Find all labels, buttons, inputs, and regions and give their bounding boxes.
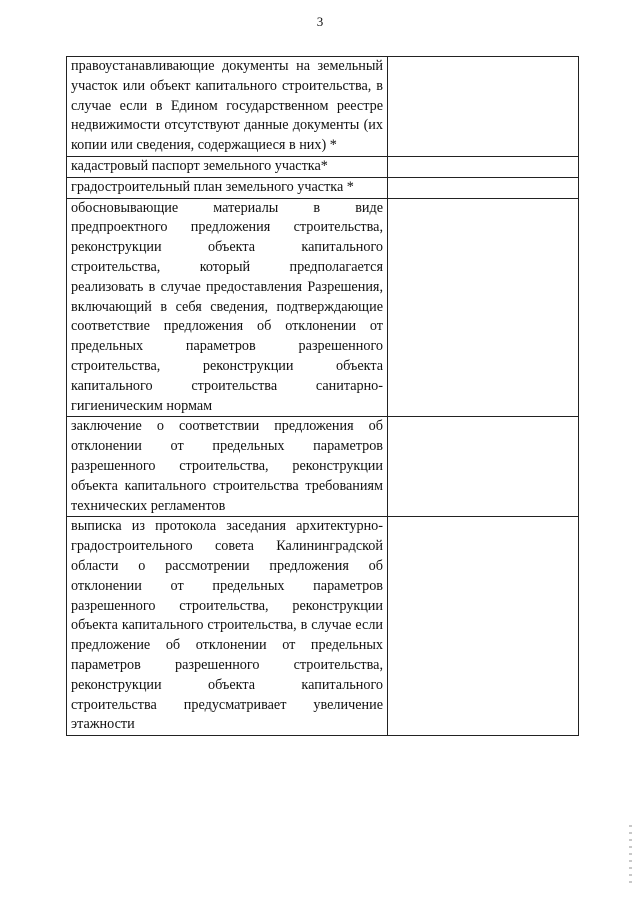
page-number: 3 <box>316 14 324 29</box>
row-value-cell <box>388 517 579 736</box>
documents-table <box>66 56 579 736</box>
table-row <box>67 417 579 517</box>
row-value-cell <box>388 156 579 177</box>
row-value-cell <box>388 177 579 198</box>
table-row <box>67 177 579 198</box>
table-row <box>67 156 579 177</box>
row-value-cell <box>388 198 579 417</box>
row-description: выписка из протокола заседания архитектурно-градостроительного совета Калининградской области о рассмотрении предложения об отклонении от предельных параметров разрешенного строительства, реконструкции объекта капитального строительства, в случае если предложение об отклонении от предельных параметров разрешенного строительства, реконструкции объекта капитального строительства предусматривает увеличение этажности <box>67 517 388 736</box>
table-row <box>67 198 579 417</box>
scan-margin-marks <box>629 825 632 885</box>
row-description: градостроительный план земельного участка * <box>67 177 388 198</box>
row-description: правоустанавливающие документы на земельный участок или объект капитального строительства, в случае если в Едином государственном реестре недвижимости отсутствуют данные документы (их копии или сведения, содержащиеся в них) * <box>67 57 388 157</box>
row-description: обосновывающие материалы в виде предпроектного предложения строительства, реконструкции объекта капитального строительства, который предполагается реализовать в случае предоставления Разрешения, включающий в себя сведения, подтверждающие соответствие предложения об отклонении от предельных параметров разрешенного строительства, реконструкции объекта капитального строительства санитарно-гигиеническим нормам <box>67 198 388 417</box>
row-description: заключение о соответствии предложения об отклонении от предельных параметров разрешенного строительства, реконструкции объекта капитального строительства требованиям технических регламентов <box>67 417 388 517</box>
row-description: кадастровый паспорт земельного участка* <box>67 156 388 177</box>
table-row <box>67 517 579 736</box>
row-value-cell <box>388 417 579 517</box>
row-value-cell <box>388 57 579 157</box>
table-row <box>67 57 579 157</box>
